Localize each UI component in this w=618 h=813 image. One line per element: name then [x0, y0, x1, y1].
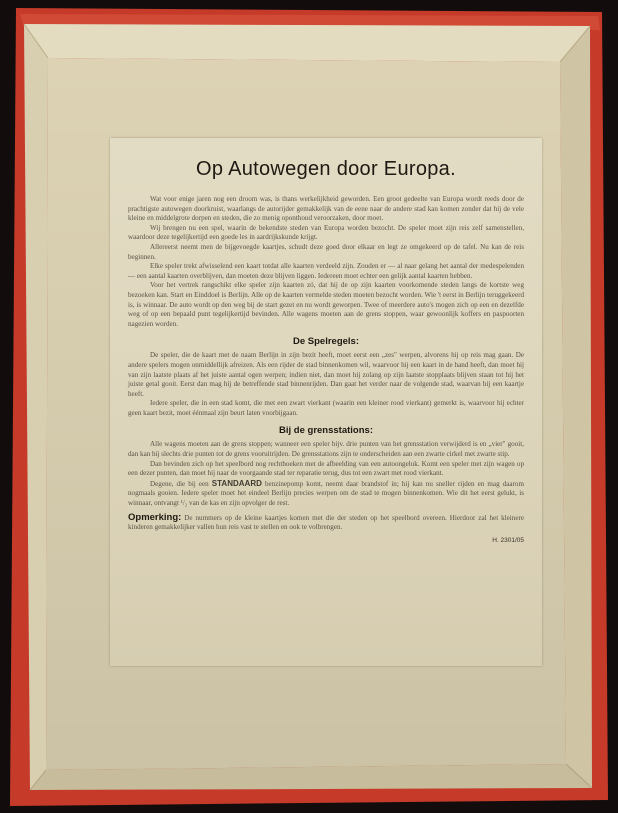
intro-paragraph-2: Wij brengen nu een spel, waarin de bekendste steden van Europa worden bezocht. De speler moet zijn reis zelf samenstellen, waardoor deze tegelijkertijd een goede les in aardrijkskunde krijgt. — [128, 223, 524, 242]
intro-paragraph-1: Wat voor enige jaren nog een droom was, is thans werkelijkheid geworden. Een groot gedeelte van Europa wordt reeds door de prachtigste autowegen doorkruist, waarlangs de autorijder gemakkelijk van de eene naar de andere stad kan komen zonder dat hij de vele kleine en middelgrote dorpen en steden, die zo menig oponthoud veroorzaken, door moet. — [128, 195, 524, 223]
rules-heading: De Spelregels: — [293, 336, 359, 348]
rules-paragraph-1: De speler, die de kaart met de naam Berlijn in zijn bezit heeft, moet eerst een „zes" werpen, alvorens hij op reis mag gaan. De andere spelers mogen onmiddellijk afreizen. Als een rijder de stad binnenkomen wil, waarvoor hij een kaart in de hand heeft, dan moet hij van zijn laatste plaats af het juiste aantal ogen werpen; indien niet, dan moet hij zolang op zijn laatste stopplaats blijven staan tot hij het juiste getal gooit. Eerst dan mag hij de betreffende stad binnenrijden. Dan gaat het verder naar de volgende stad, waarvan hij een kaartje heeft. — [128, 351, 524, 398]
standaard-paragraph — [128, 479, 524, 509]
intro-paragraph-5: Voor het vertrek rangschikt elke speler zijn kaarten zó, dat hij de op zijn kaarten voorkomende steden langs de kortste weg bezoeken kan. Start en Einddoel is Berlijn. Alle op de kaarten vermelde steden moeten bezocht worden. Wie 't eerst in Berlijn teruggekeerd is, is winnaar. De auto wordt op den weg bij de start gezet en nu wordt geworpen. Twee of meerdere auto's mogen zich op een en dezelfde weg of op een bepaald punt tegelijkertijd bevinden. Alle wagens moeten aan de grens stoppen, waar gewoonlijk koffers en paspoorten nagezien worden. — [128, 281, 524, 328]
rules-sheet — [110, 138, 542, 666]
standaard-suffix: benzinepomp komt, neemt daar brandstof in; hij kan nu sneller rijden en mag daarom nogmaals gooien. Iedere speler moet het eindeel Berlijn precies werpen om de stad te mogen binnenkomen. Wie dit het eerst gelukt, is winnaar, ontvangt ¹/₂ van de kas en zijn opvolger de rest. — [128, 479, 524, 508]
catalog-code: H. 2301/05 — [492, 536, 524, 544]
border-paragraph-2: Dan bevinden zich op het speelbord nog rechthoeken met de afbeelding van een autoongeluk. Komt een speler met zijn wagen op een dezer punten, dan moet hij naar de voorgaande stad ter reparatie terug, dus tot een zwart met rood vierkant. — [128, 459, 524, 478]
box-wall-top — [24, 24, 590, 62]
intro-paragraph-4: Elke speler trekt afwisselend een kaart totdat alle kaarten verdeeld zijn. Zouden er — al naar gelang het aantal der medespelenden — een aantal kaarten overblijven, dan moeten deze blijven liggen. Iedereen moet echter een gelijk aantal kaarten hebben. — [128, 262, 524, 280]
standaard-brand: STANDAARD — [211, 478, 262, 488]
border-stations-heading: Bij de grensstations: — [279, 425, 373, 437]
rules-title: Op Autowegen door Europa. — [196, 158, 456, 180]
remark-paragraph — [128, 513, 524, 533]
intro-paragraph-3: Allereerst neemt men de bijgevoegde kaartjes, schudt deze goed door elkaar en legt ze omgekeerd op de tafel. Nu kan de reis beginnen. — [128, 242, 524, 261]
remark-label: Opmerking: — [128, 511, 182, 523]
remark-text: De nummers op de kleine kaartjes komen met die der steden op het speelbord overeen. Hierdoor zal het kleinere kinderen gemakkelijker vallen hun reis vast te stellen en ook te volbrengen. — [128, 513, 524, 532]
border-paragraph-1: Alle wagens moeten aan de grens stoppen; wanneer een speler bijv. drie punten van het grensstation verwijderd is en „vier" gooit, dan kan hij slechts drie punten tot de grens vooruitrijden. De grensstations zijn te onderscheiden aan een zwarte cirkel met zwarte stip. — [128, 440, 524, 459]
standaard-prefix: Degene, die bij een — [150, 479, 209, 488]
rules-paragraph-2: Iedere speler, die in een stad komt, die met een zwart vierkant (waarin een kleiner rood vierkant) gemerkt is, waarvoor hij echter geen kaart bezit, moet éénmaal zijn beurt laten voorbijgaan. — [128, 399, 524, 417]
